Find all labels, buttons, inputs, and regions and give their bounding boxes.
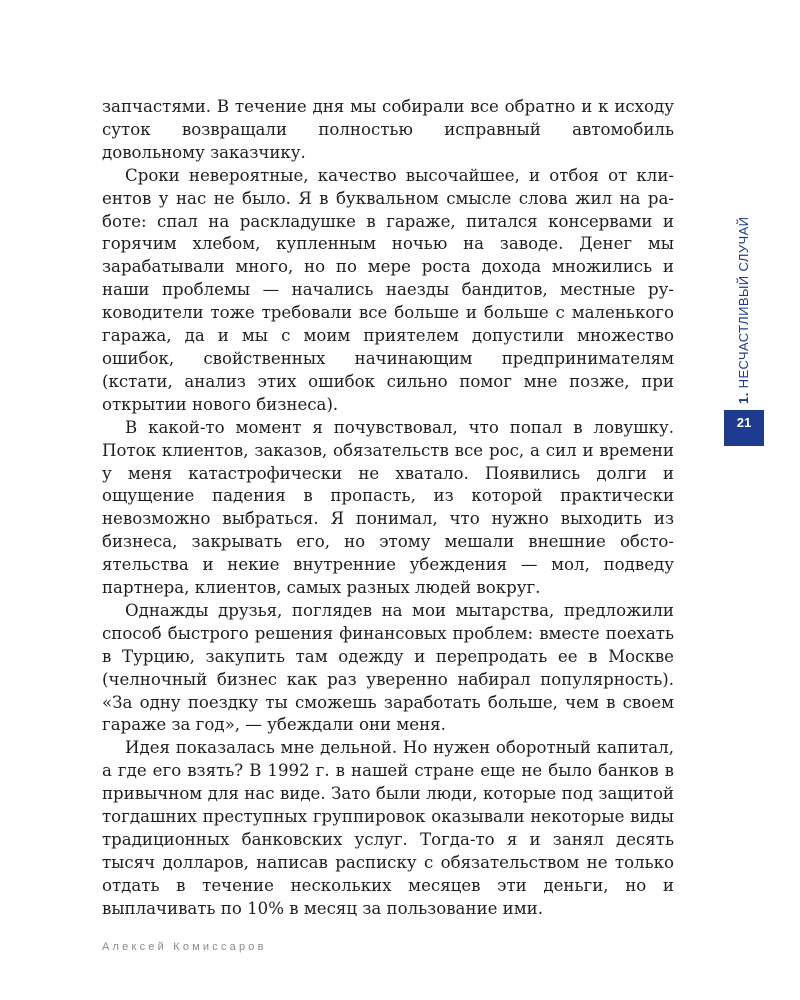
chapter-title: НЕСЧАСТЛИВЫЙ СЛУЧАЙ <box>736 216 751 389</box>
paragraph-4: Однажды друзья, поглядев на мои мытарства, предложили способ быстрого решения финансовых проблем: вместе поехать в Турцию, закупить там одежду и перепродать ее в Москве (челночный бизнес как раз уверенно набирал популярность). «За одну поездку ты сможешь заработать больше, чем в своем гараже за год», — убеждали они меня. <box>102 600 674 735</box>
body-text <box>102 96 674 921</box>
paragraph-5: Идея показалась мне дельной. Но нужен оборотный капитал, а где его взять? В 1992 г. в нашей стране еще не было банков в привычном для нас виде. Зато были люди, которые под защитой тогдашних преступных группировок оказывали некоторые виды традиционных банковских услуг. Тогда-то я и занял десять тысяч долларов, написав расписку с обязательством не только отдать в течение нескольких месяцев эти деньги, но и выплачивать по 10% в месяц за пользование ими. <box>102 738 674 918</box>
paragraph-3: В какой-то момент я почувствовал, что попал в ловушку. Поток клиентов, заказов, обязательств все рос, а сил и времени у меня катастрофически не хватало. Появились долги и ощущение падения в пропасть, из которой практически невозможно выбраться. Я понимал, что нужно выходить из бизнеса, закрывать его, но этому мешали внешние обстоятельства и некие внутренние убеждения — мол, подведу партнера, клиентов, самых разных людей вокруг. <box>102 417 674 598</box>
author-footer: Алексей Комиссаров <box>102 941 267 953</box>
paragraph-2: Сроки невероятные, качество высочайшее, и отбоя от клиентов у нас не было. Я в буквальном смысле слова жил на работе: спал на раскладушке в гараже, питался консервами и горячим хлебом, купленным ночью на заводе. Денег мы зарабатывали много, но по мере роста дохода множились и наши проблемы — начались наезды бандитов, местные руководители тоже требовали все больше и больше с маленького гаража, да и мы с моим приятелем допустили множество ошибок, свойственных начинающим предпринимателям (кстати, анализ этих ошибок сильно помог мне позже, при открытии нового бизнеса). <box>102 165 674 414</box>
chapter-number: 1. <box>736 392 751 404</box>
page-number-badge <box>724 410 764 446</box>
chapter-running-head <box>734 208 754 404</box>
paragraph-1: запчастями. В течение дня мы собирали все обратно и к исходу суток возвращали полностью исправный автомобиль довольному заказчику. <box>102 97 674 162</box>
page-number: 21 <box>736 415 752 430</box>
